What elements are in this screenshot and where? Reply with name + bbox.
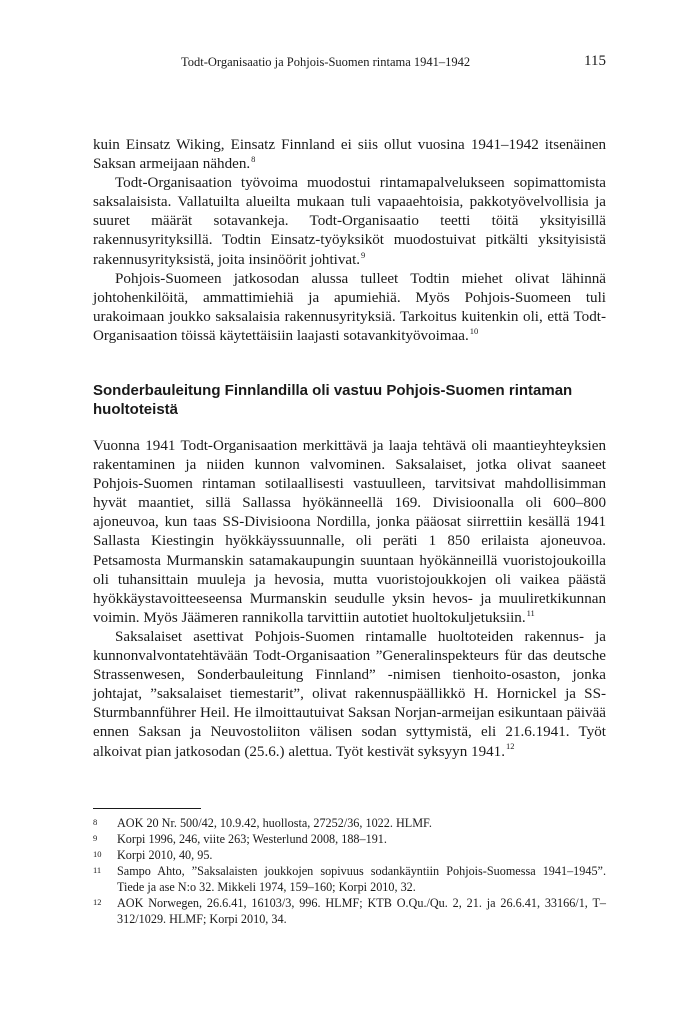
running-title: Todt-Organisaatio ja Pohjois-Suomen rintama 1941–1942 bbox=[181, 55, 471, 69]
footnote-number: 10 bbox=[93, 849, 102, 859]
footnote-text: Korpi 1996, 246, viite 263; Westerlund 2008, 188–191. bbox=[117, 832, 387, 846]
running-header bbox=[93, 53, 606, 73]
paragraph-3-text: Pohjois-Suomeen jatkosodan alussa tulleet Todtin miehet olivat lähinnä johtohenkilöitä, ammattimiehiä ja apumiehiä. Myös Pohjois-Suomeen tuli urakoimaan joukko saksalaisia rakennusyrityksiä. Tarkoitus kuitenkin oli, että Todt-Organisaation töissä käytettäisiin laajasti sotavankityövoimaa. bbox=[93, 270, 606, 344]
footnote-text: Korpi 2010, 40, 95. bbox=[117, 848, 213, 862]
note-ref-11: 11 bbox=[526, 607, 535, 618]
footnote-text: AOK Norwegen, 26.6.41, 16103/3, 996. HLMF; KTB O.Qu./Qu. 2, 21. ja 26.6.41, 33166/1, T–312/1029. HLMF; Korpi 2010, 34. bbox=[117, 896, 606, 926]
note-ref-8: 8 bbox=[251, 154, 256, 165]
footnote-number: 11 bbox=[93, 865, 102, 875]
footnote-11 bbox=[93, 863, 606, 895]
footnotes bbox=[93, 815, 606, 927]
footnote-12 bbox=[93, 895, 606, 927]
paragraph-4 bbox=[93, 437, 606, 628]
section-heading: Sonderbauleitung Finnlandilla oli vastuu Pohjois-Suomen rintaman huoltoteistä bbox=[93, 382, 573, 418]
paragraph-1 bbox=[93, 136, 606, 174]
note-ref-12: 12 bbox=[506, 741, 515, 752]
footnote-number: 8 bbox=[93, 817, 98, 827]
page-number: 115 bbox=[584, 53, 606, 69]
paragraph-2-text: Todt-Organisaation työvoima muodostui rintamapalvelukseen sopimattomista saksalaisista. Vallatuilta alueilta mukaan tuli vapaaehtoisia, pakkotyövelvollisia ja suuret määrät sotavankeja. Todt-Organisaatio teetti töitä yksityisillä rakennusyrityksillä. Todtin Einsatz-työyksiköt muodostuivat pitkälti yksityisistä rakennusyrityksistä, joita insinöörit johtivat. bbox=[93, 175, 606, 268]
paragraph-3 bbox=[93, 270, 606, 346]
body-text-top bbox=[93, 136, 606, 346]
footnote-number: 9 bbox=[93, 833, 98, 843]
body-text-bottom bbox=[93, 437, 606, 762]
footnote-separator bbox=[93, 808, 201, 809]
paragraph-4-text: Vuonna 1941 Todt-Organisaation merkittävä ja laaja tehtävä oli maantieyhteyksien rakentaminen ja niiden kunnon valvominen. Saksalaiset, jotka olivat saaneet Pohjois-Suomen rintaman sotilaallisesti vastuulleen, tarvitsivat mahdollisimman hyvät maantiet, sillä Sallassa hyökänneellä 169. Divisioonalla oli 600–800 ajoneuvoa, kun taas SS-Divisioona Nordilla, jonka pääosat siirrettiin kesällä 1941 Sallasta Kiestingin hyökkäyssuunnalle, oli peräti 1 850 erilaista ajoneuvoa. Petsamosta Murmanskin satamakaupungin suuntaan hyökänneillä vuoristojoukoilla oli tuhansittain muuleja ja hevosia, mutta vuoristojoukkojen oli vaikea päästä hyökkäystavoitteeseensa Murmanskin seudulle yksin hevos- ja muuliretkikunnan voimin. Myös Jäämeren rannikolla tarvittiin autotiet huoltokuljetuksiin. bbox=[93, 438, 606, 626]
footnote-text: AOK 20 Nr. 500/42, 10.9.42, huollosta, 27252/36, 1022. HLMF. bbox=[117, 816, 432, 830]
note-ref-9: 9 bbox=[361, 249, 366, 260]
footnote-text: Sampo Ahto, ”Saksalaisten joukkojen sopivuus sodankäyntiin Pohjois-Suomessa 1941–1945”. Tiede ja ase N:o 32. Mikkeli 1974, 159–160; Korpi 2010, 32. bbox=[117, 864, 606, 894]
footnote-9 bbox=[93, 831, 606, 847]
footnote-number: 12 bbox=[93, 897, 102, 907]
paragraph-5 bbox=[93, 628, 606, 762]
paragraph-5-text: Saksalaiset asettivat Pohjois-Suomen rintamalle huoltoteiden rakennus- ja kunnonvalvontatehtävään Todt-Organisaation ”Generalinspekteurs für das deutsche Strassenwesen, Sonderbauleitung Finnland” -nimisen tienhoito-osaston, jonka johtajat, ”saksalaiset tiemestarit”, olivat rakennuspäällikkö H. Hornickel ja SS-Sturmbannführer Heil. He ilmoittautuivat Saksan Norjan-armeijan esikuntaan päivää ennen Saksan ja Neuvostoliiton välisen sodan syttymistä, eli 21.6.1941. Työt alkoivat pian jatkosodan (25.6.) alettua. Työt kestivät syksyyn 1941. bbox=[93, 628, 606, 760]
note-ref-10: 10 bbox=[469, 325, 479, 336]
footnote-8 bbox=[93, 815, 606, 831]
footnote-10 bbox=[93, 847, 606, 863]
paragraph-2 bbox=[93, 174, 606, 269]
paragraph-1-text: kuin Einsatz Wiking, Einsatz Finnland ei siis ollut vuosina 1941–1942 itsenäinen Saksan armeijaan nähden. bbox=[93, 137, 606, 173]
